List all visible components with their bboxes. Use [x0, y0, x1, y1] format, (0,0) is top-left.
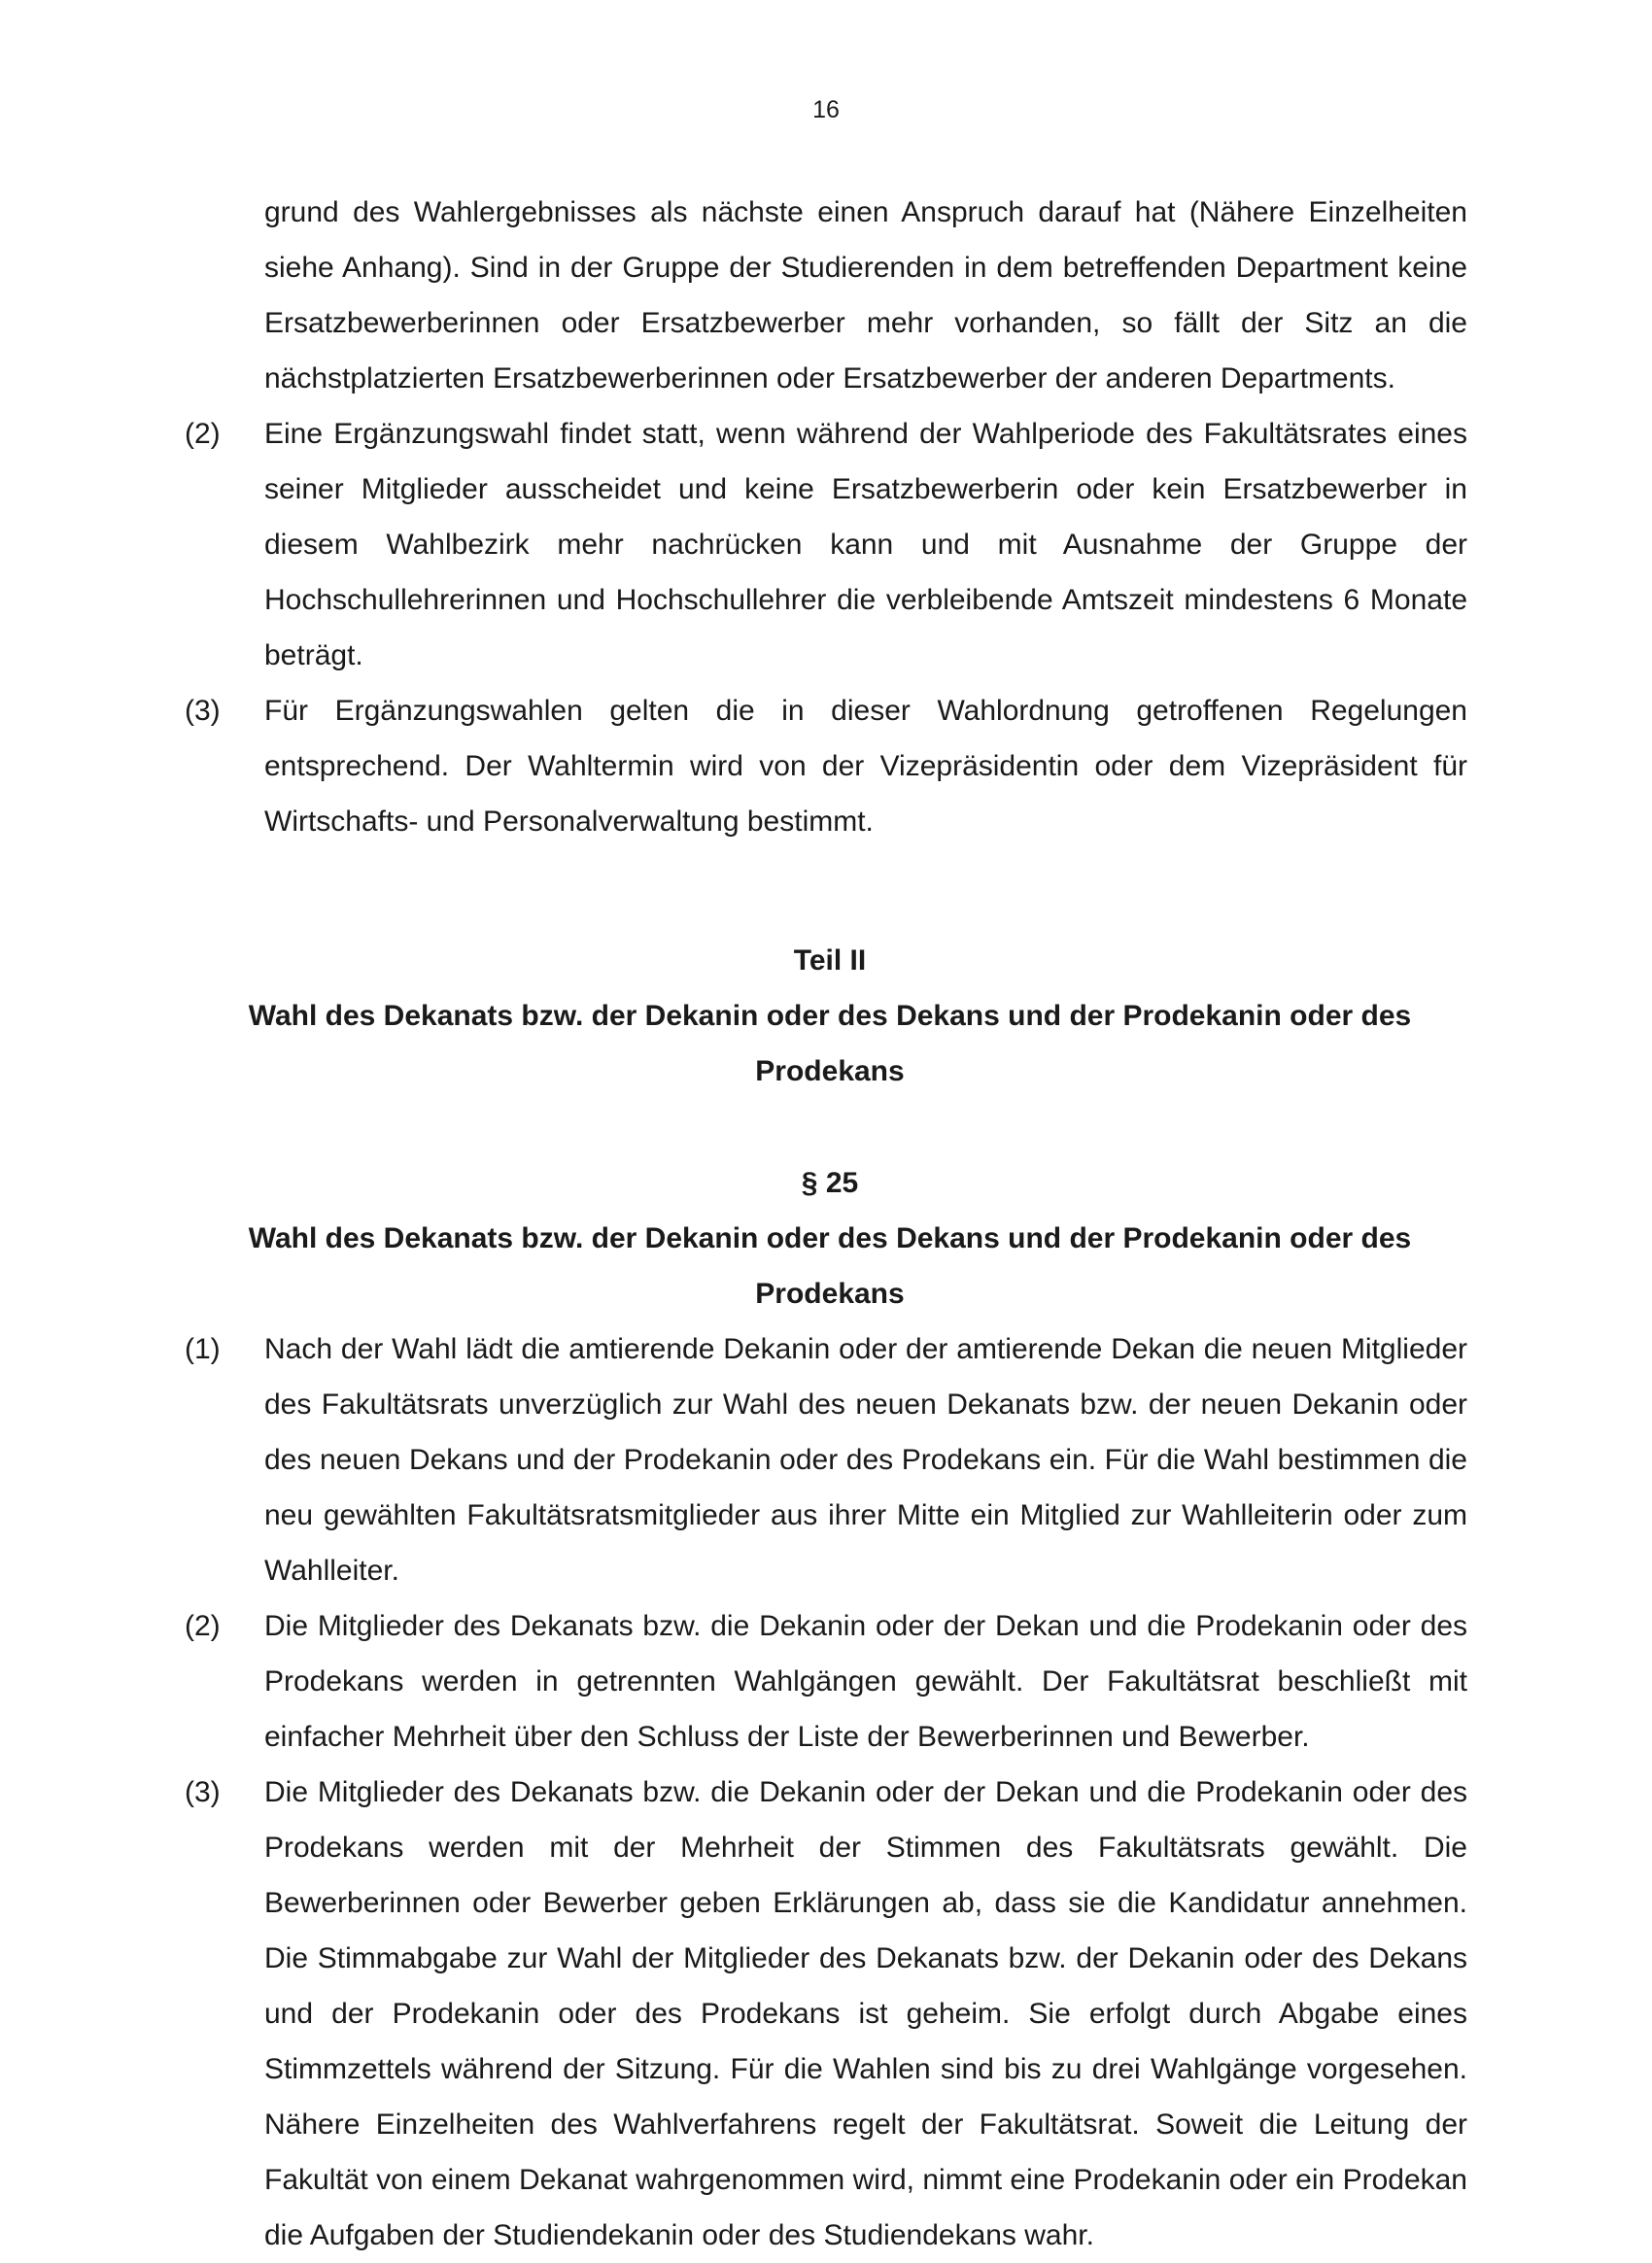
paragraph-2 [185, 1598, 1467, 1765]
section-title: Wahl des Dekanats bzw. der Dekanin oder des Dekans und der Prodekanin oder des Prodekans [248, 1222, 1412, 1310]
paragraph-3 [185, 1765, 1467, 2263]
section-number: § 25 [801, 1167, 859, 1199]
spacer [185, 849, 1467, 933]
part-label: Teil II [793, 944, 867, 977]
paragraph-number: (3) [185, 1776, 221, 1808]
paragraph-number: (3) [185, 695, 221, 727]
part-title: Wahl des Dekanats bzw. der Dekanin oder des Dekans und der Prodekanin oder des Prodekans [248, 1000, 1412, 1087]
paragraph-text: Die Mitglieder des Dekanats bzw. die Dekanin oder der Dekan und die Prodekanin oder des Prodekans werden mit der Mehrheit der Stimmen des Fakultätsrats gewählt. Die Bewerberinnen oder Bewerber geben Erklärungen ab, dass sie die Kandidatur annehmen. Die Stimmabgabe zur Wahl der Mitglieder des Dekanats bzw. der Dekanin oder des Dekans und der Prodekanin oder des Prodekans ist geheim. Sie erfolgt durch Abgabe eines Stimmzettels während der Sitzung. Für die Wahlen sind bis zu drei Wahlgänge vorgesehen. Nähere Einzelheiten des Wahlverfahrens regelt der Fakultätsrat. Soweit die Leitung der Fakultät von einem Dekanat wahrgenommen wird, nimmt eine Prodekanin oder ein Prodekan die Aufgaben der Studiendekanin oder des Studiendekans wahr. [264, 1776, 1467, 2251]
spacer [185, 1099, 1467, 1155]
paragraph-text: Nach der Wahl lädt die amtierende Dekanin oder der amtierende Dekan die neuen Mitglieder des Fakultätsrats unverzüglich zur Wahl des neuen Dekanats bzw. der neuen Dekanin oder des neuen Dekans und der Prodekanin oder des Prodekans ein. Für die Wahl bestimmen die neu gewählten Fakultätsratsmitglieder aus ihrer Mitte ein Mitglied zur Wahlleiterin oder zum Wahlleiter. [264, 1333, 1467, 1587]
paragraph-number: (1) [185, 1333, 221, 1365]
paragraph-number: (2) [185, 1610, 221, 1642]
page-number: 16 [812, 96, 840, 123]
paragraph-number: (2) [185, 418, 221, 450]
paragraph-text: Eine Ergänzungswahl findet statt, wenn während der Wahlperiode des Fakultätsrates eines seiner Mitglieder ausscheidet und keine Ersatzbewerberin oder kein Ersatzbewerber in diesem Wahlbezirk mehr nachrücken kann und mit Ausnahme der Gruppe der Hochschullehrerinnen und Hochschullehrer die verbleibende Amtszeit mindestens 6 Monate beträgt. [264, 418, 1467, 671]
paragraph-1 [185, 1321, 1467, 1598]
paragraph-text: Für Ergänzungswahlen gelten die in dieser Wahlordnung getroffenen Regelungen entsprechend. Der Wahltermin wird von der Vizepräsidentin oder dem Vizepräsident für Wirtschafts- und Personalverwaltung bestimmt. [264, 695, 1467, 838]
document-body [185, 185, 1467, 2263]
paragraph-text: Die Mitglieder des Dekanats bzw. die Dekanin oder der Dekan und die Prodekanin oder des Prodekans werden in getrennten Wahlgängen gewählt. Der Fakultätsrat beschließt mit einfacher Mehrheit über den Schluss der Liste der Bewerberinnen und Bewerber. [264, 1610, 1467, 1753]
paragraph-prev-2 [185, 406, 1467, 683]
paragraph-text: grund des Wahlergebnisses als nächste einen Anspruch darauf hat (Nähere Einzelheiten siehe Anhang). Sind in der Gruppe der Studierenden in dem betreffenden Department keine Ersatzbewerberinnen oder Ersatzbewerber mehr vorhanden, so fällt der Sitz an die nächstplatzierten Ersatzbewerberinnen oder Ersatzbewerber der anderen Departments. [264, 196, 1467, 394]
paragraph-prev-3 [185, 683, 1467, 849]
paragraph-continuation [185, 185, 1467, 406]
